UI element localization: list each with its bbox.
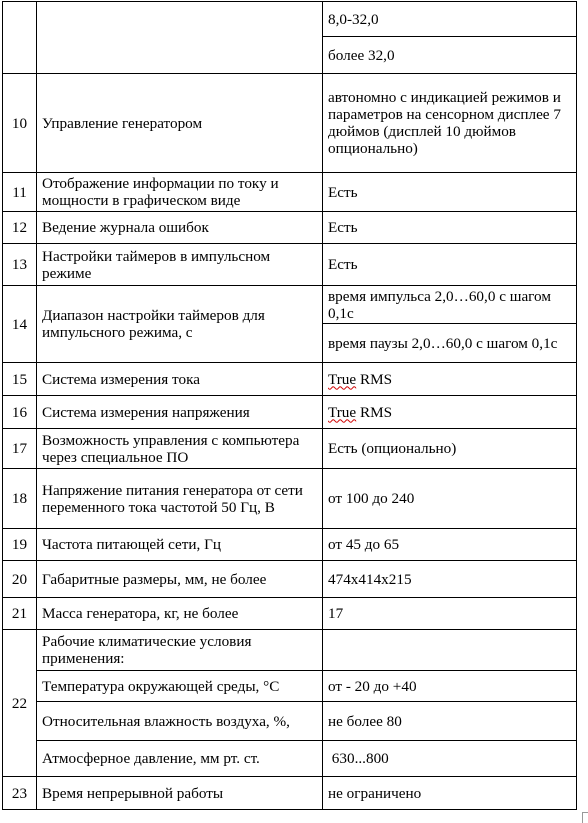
parameter-cell: Возможность управления с компьютера через специальное ПО: [37, 429, 323, 469]
value-cell: Есть (опционально): [323, 429, 577, 469]
table-row: [3, 286, 577, 324]
row-number: 22: [3, 630, 37, 777]
row-number: 17: [3, 429, 37, 469]
value-text: RMS: [356, 403, 393, 421]
row-number: 20: [3, 561, 37, 598]
value-cell: не более 80: [323, 702, 577, 741]
table-row: [3, 173, 577, 212]
row-number-cell: [3, 2, 37, 74]
value-cell: от - 20 до +40: [323, 671, 577, 702]
value-cell: Есть: [323, 212, 577, 244]
parameter-cell: [37, 2, 323, 74]
value-cell: Есть: [323, 244, 577, 286]
table-row: [3, 244, 577, 286]
value-cell: 8,0-32,0: [323, 2, 577, 37]
value-cell: автономно с индикацией режимов и параметров на сенсорном дисплее 7 дюймов (дисплей 10 дюймов опционально): [323, 74, 577, 173]
table-row: [3, 396, 577, 429]
value-cell: не ограничено: [323, 777, 577, 810]
row-number: 15: [3, 363, 37, 396]
table-row: [3, 561, 577, 598]
row-number: 14: [3, 286, 37, 363]
spellcheck-word: True: [328, 370, 357, 388]
parameter-cell: Температура окружающей среды, °С: [37, 671, 323, 702]
value-cell: более 32,0: [323, 37, 577, 74]
row-number: 16: [3, 396, 37, 429]
table-row: [3, 212, 577, 244]
parameter-cell: Напряжение питания генератора от сети переменного тока частотой 50 Гц, В: [37, 469, 323, 529]
table-row: [3, 630, 577, 671]
value-cell: Есть: [323, 173, 577, 212]
page-corner-mark: [582, 812, 588, 823]
parameter-cell: Ведение журнала ошибок: [37, 212, 323, 244]
parameter-cell: Рабочие климатические условия применения:: [37, 630, 323, 671]
parameter-cell: Частота питающей сети, Гц: [37, 529, 323, 561]
value-cell: [323, 630, 577, 671]
spellcheck-word: True: [328, 403, 357, 421]
row-number: 12: [3, 212, 37, 244]
row-number: 21: [3, 598, 37, 630]
table-row: [3, 741, 577, 777]
table-row: [3, 777, 577, 810]
value-cell: от 100 до 240: [323, 469, 577, 529]
parameter-cell: Отображение информации по току и мощности в графическом виде: [37, 173, 323, 212]
value-cell: [323, 363, 577, 396]
parameter-cell: Атмосферное давление, мм рт. ст.: [37, 741, 323, 777]
value-cell: [323, 396, 577, 429]
table-row: [3, 74, 577, 173]
table-row: [3, 671, 577, 702]
table-row: [3, 598, 577, 630]
value-cell: время импульса 2,0…60,0 с шагом 0,1с: [323, 286, 577, 324]
parameter-cell: Диапазон настройки таймеров для импульсного режима, с: [37, 286, 323, 363]
value-cell: время паузы 2,0…60,0 с шагом 0,1с: [323, 324, 577, 363]
value-cell: 630...800: [323, 741, 577, 777]
table-row: [3, 702, 577, 741]
parameter-cell: Относительная влажность воздуха, %,: [37, 702, 323, 741]
parameter-cell: Система измерения напряжения: [37, 396, 323, 429]
row-number: 23: [3, 777, 37, 810]
table-row: [3, 529, 577, 561]
value-cell: 17: [323, 598, 577, 630]
row-number: 18: [3, 469, 37, 529]
table-row: [3, 2, 577, 37]
parameter-cell: Масса генератора, кг, не более: [37, 598, 323, 630]
value-cell: от 45 до 65: [323, 529, 577, 561]
parameter-cell: Настройки таймеров в импульсном режиме: [37, 244, 323, 286]
spec-table: [2, 1, 577, 810]
row-number: 13: [3, 244, 37, 286]
table-row: [3, 469, 577, 529]
row-number: 10: [3, 74, 37, 173]
parameter-cell: Габаритные размеры, мм, не более: [37, 561, 323, 598]
parameter-cell: Управление генератором: [37, 74, 323, 173]
row-number: 11: [3, 173, 37, 212]
value-cell: 474x414x215: [323, 561, 577, 598]
parameter-cell: Система измерения тока: [37, 363, 323, 396]
table-row: [3, 429, 577, 469]
parameter-cell: Время непрерывной работы: [37, 777, 323, 810]
row-number: 19: [3, 529, 37, 561]
value-text: RMS: [356, 370, 393, 388]
table-row: [3, 363, 577, 396]
